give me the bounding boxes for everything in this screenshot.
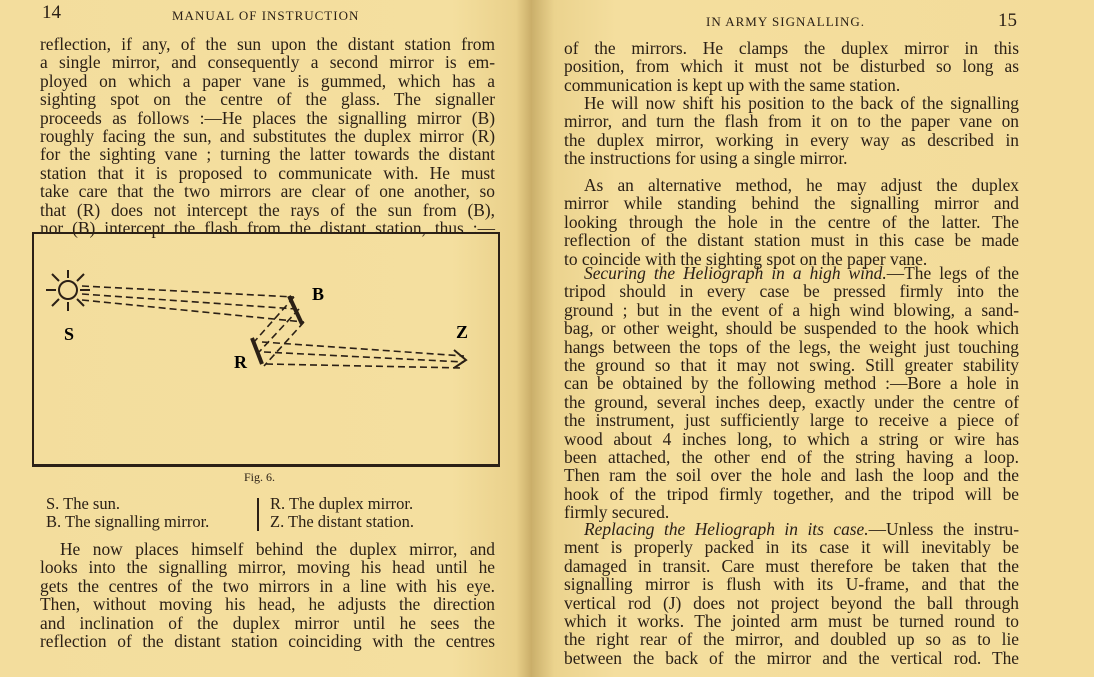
page-number: 14 [42,2,61,23]
legend-duplex-mirror: R. The duplex mirror. [270,494,414,513]
text-line: between the back of the mirror and the vertical rod. The [564,647,1019,668]
text-line: firmly secured. [564,502,670,523]
text-line: roughly facing the sun, and substitutes the duplex mirror (R) [40,125,495,146]
text-line: signalling mirror is flush with its U-frame, and that the [564,574,1019,595]
text-line: of the mirrors. He clamps the duplex mirror in this [564,38,1019,58]
text-line: reflection, if any, of the sun upon the distant station from [40,34,495,54]
text-line: bag, or other weight, should be suspended to the hook which [564,318,1019,339]
text-line: which it works. The jointed arm must be turned round to [564,610,1019,631]
text-line: nor (B) intercept the flash from the distant station, thus :— [40,217,495,238]
label-b: B [312,284,325,304]
text-line: the ground so that it may not swing. Still greater stability [564,354,1019,375]
right-page [532,0,1094,677]
text-line: ground ; but in the event of a high wind blowing, a sand- [564,299,1019,320]
legend-signalling-mirror: B. The signalling mirror. [46,512,210,531]
paragraph-replacing-heliograph [564,520,1019,667]
text-line: a single mirror, and consequently a second mirror is em- [40,52,495,73]
text-line: Then, without moving his head, he adjusts the direction [40,594,495,615]
paragraph [564,94,1019,168]
light-rays [82,286,464,368]
text-line: ment is properly packed in its case it will inevitably be [564,537,1019,558]
text-line: station that it is proposed to communicate with. He must [40,162,495,183]
text-line: looks into the signalling mirror, moving his head until he [40,557,495,578]
text-line: hook of the tripod firmly together, and the tripod will be [564,483,1019,504]
text-line: the instructions for using a single mirror. [564,148,848,169]
legend-distant-station: Z. The distant station. [270,512,415,531]
label-z: Z [456,322,469,342]
text-line: Replacing the Heliograph in its case.—Unless the instru- [584,519,1019,539]
label-s: S [64,324,75,344]
sun-icon [46,270,90,311]
run-in-heading: Securing the Heliograph in a high wind. [584,263,887,283]
figure-caption: Fig. 6. [244,470,276,484]
text-line: As an alternative method, he may adjust the duplex [584,175,1019,195]
text-line: Then ram the soil over the hole and lash the loop and the [564,465,1019,486]
text-line: He now places himself behind the duplex mirror, and [60,539,495,559]
running-head: MANUAL OF INSTRUCTION [172,8,360,23]
text-line: to coincide with the sighting spot on the paper vane. [564,248,928,269]
text-line: the instrument, just sufficiently large to receive a piece of [564,410,1019,431]
running-head: IN ARMY SIGNALLING. [706,14,865,29]
text-line: that (R) does not intercept the rays of the sun from (B), [40,199,495,220]
legend-divider [257,498,259,531]
label-r: R [234,352,247,372]
legend-right [270,495,414,531]
text-line: the ground, several inches deep, exactly under the centre of [564,391,1019,412]
text-line: communication is kept up with the same station. [564,74,901,95]
diagram [34,234,498,464]
text-line: the right rear of the mirror, and doubled up so as to lie [564,629,1019,650]
text-line: wood about 4 inches long, to which a string or wire has [564,428,1019,449]
legend-left [46,495,209,531]
paragraph [40,35,495,237]
text-line: tripod should in every case be pressed firmly into the [564,281,1019,302]
text-line: mirror while standing behind the signalling mirror and [564,193,1019,214]
text-line: reflection of the distant station coinciding with the centres [40,630,495,651]
text-line: looking through the hole in the centre of the latter. The [564,211,1019,232]
text-line: ployed on which a paper vane is gummed, which has a [40,70,495,91]
mirror-b [289,296,302,324]
text-line: He will now shift his position to the back of the signalling [584,93,1019,113]
arrow-icon [454,350,466,368]
paragraph [564,176,1019,268]
text-line: hangs between the tops of the legs, the weight just touching [564,336,1019,357]
figure-heliograph-diagram [32,232,500,467]
text-line: sighting spot on the centre of the glass. The signaller [40,89,495,110]
text-line: gets the centres of the two mirrors in a line with his eye. [40,575,495,596]
text-line: reflection of the distant station must in this case be made [564,230,1019,251]
text-line: for the sighting vane ; turning the latter towards the distant [40,144,495,165]
text-line: damaged in transit. Care must therefore be taken that the [564,555,1019,576]
page-number: 15 [998,10,1017,31]
text-line: Securing the Heliograph in a high wind.—The legs of the [584,263,1019,283]
paragraph [564,39,1019,94]
text-line: and inclination of the duplex mirror until he sees the [40,612,495,633]
text-line: vertical rod (J) does not project beyond the ball through [564,592,1019,613]
text-line: take care that the two mirrors are clear of one another, so [40,181,495,202]
text-line: the duplex mirror, working in every way as described in [564,129,1019,150]
text-line: been attached, the other end of the string having a loop. [564,446,1019,467]
paragraph [40,540,495,650]
text-line: mirror, and turn the flash from it on to the paper vane on [564,111,1019,132]
left-page [0,0,532,677]
legend-sun: S. The sun. [46,494,120,513]
text-line: can be obtained by the following method :—Bore a hole in [564,373,1019,394]
paragraph-securing-heliograph [564,264,1019,521]
text-line: proceeds as follows :—He places the signalling mirror (B) [40,107,495,128]
text-line: position, from which it must not be disturbed so long as [564,56,1019,77]
run-in-heading: Replacing the Heliograph in its case. [584,519,869,539]
